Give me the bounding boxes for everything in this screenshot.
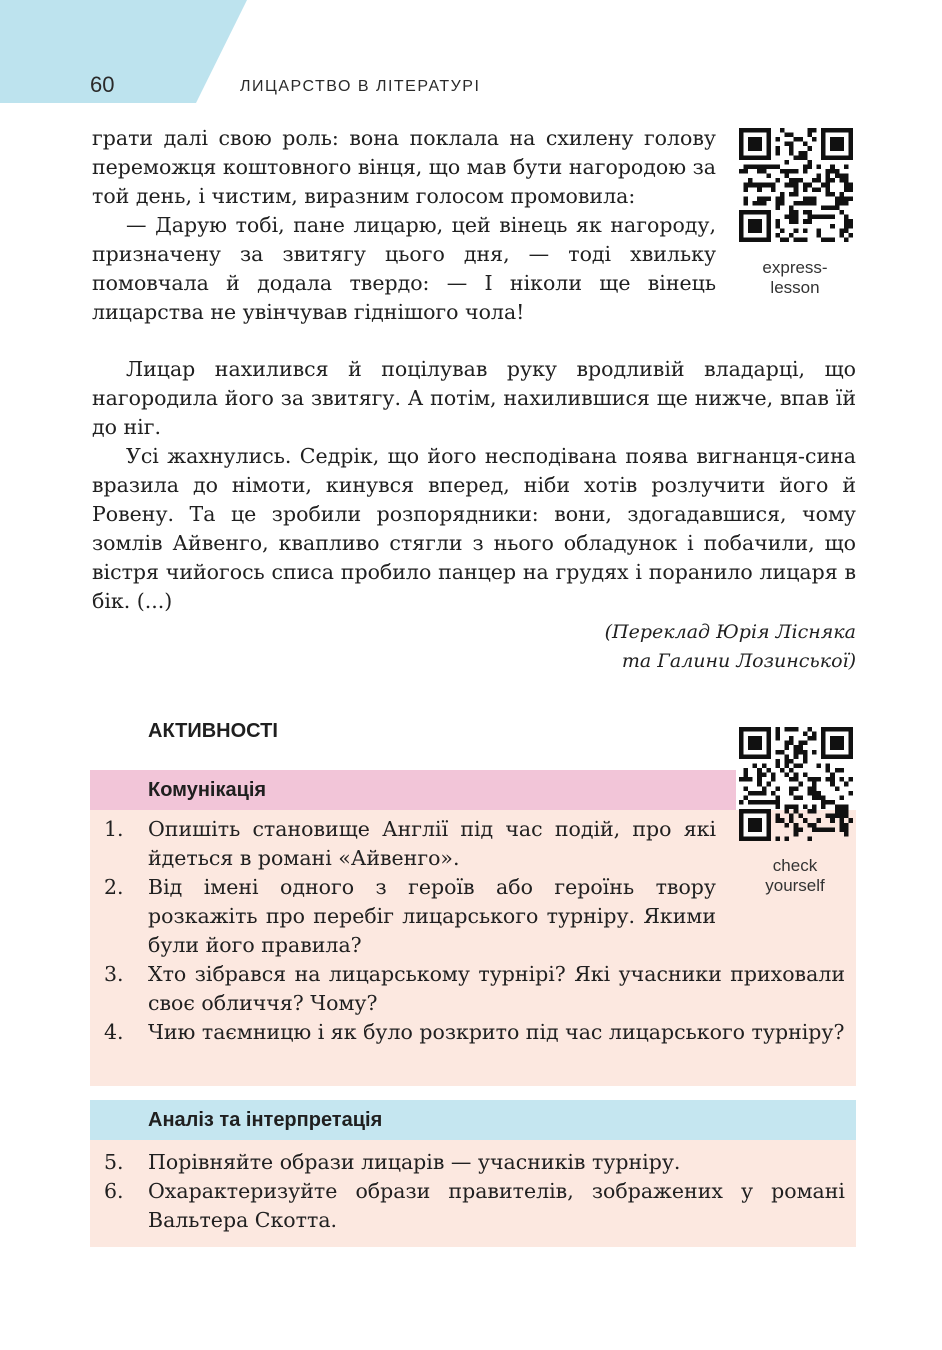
check-yourself-label: check yourself	[765, 856, 825, 895]
analysis-heading: Аналіз та інтерпретація	[90, 1100, 856, 1140]
activities-title: АКТИВНОСТІ	[148, 720, 278, 742]
page-number: 60	[90, 72, 115, 97]
question-item: 3. Хто зібрався на лицарському турнірі? Які учасники приховали своє обличчя? Чому?	[104, 962, 845, 1015]
express-lesson-label: express- lesson	[762, 258, 828, 297]
body-text-top	[92, 124, 716, 327]
running-title: ЛИЦАРСТВО В ЛІТЕРАТУРІ	[240, 78, 481, 95]
question-item: 1. Опишіть становище Англії під час подій, про які йдеться в романі «Айвенго».	[104, 817, 716, 870]
paragraph-1: грати далі свою роль: вона поклала на схилену голову переможця коштовного вінця, що мав бути нагородою за той день, і чистим, виразним голосом промовила:	[92, 126, 717, 208]
analysis-questions	[92, 1148, 845, 1235]
question-item: 4. Чию таємницю і як було розкрито під час лицарського турніру?	[104, 1020, 845, 1044]
question-item: 5. Порівняйте образи лицарів — учасників турніру.	[104, 1150, 681, 1174]
body-text-bottom	[92, 355, 856, 616]
corner-tab	[0, 0, 250, 103]
paragraph-4: Усі жахнулись. Седрік, що його несподівана поява вигнанця-сина вразила до німоти, кинувся вперед, ніби хотів розлучити його й Ровену. Та це зробили розпорядники: вони, здогадавшися, чому зомлів Айвенго, квапливо стягли з нього обладунок і побачили, що вістря чийогось списа пробило панцер на грудях і поранило лицаря в бік. (...)	[92, 444, 856, 613]
translation-credit	[605, 618, 856, 676]
communication-heading: Комунікація	[90, 770, 736, 810]
paragraph-3: Лицар нахилився й поцілував руку вродливій владарці, що нагородила його за звитягу. А потім, нахилившися ще нижче, впав їй до ніг.	[92, 357, 856, 439]
express-lesson-qr-code[interactable]	[739, 128, 853, 242]
communication-questions-b	[92, 960, 845, 1047]
question-item: 2. Від імені одного з героїв або героїнь твору розкажіть про перебіг лицарського турніру. Якими були його правила?	[104, 875, 716, 957]
question-item: 6. Охарактеризуйте образи правителів, зображених у романі Вальтера Скотта.	[104, 1179, 845, 1232]
paragraph-2: — Дарую тобі, пане лицарю, цей вінець як нагороду, призначену за звитягу цього дня, — тоді хвильку помовчала й додала твердо: — І ніколи ще вінець лицарства не увінчував гіднішого чола!	[92, 213, 716, 324]
credit-line-2: та Галини Лозинської)	[621, 650, 856, 672]
communication-questions-a	[92, 815, 716, 960]
check-yourself-qr-code[interactable]	[739, 727, 853, 841]
credit-line-1: (Переклад Юрія Лісняка	[604, 621, 856, 643]
